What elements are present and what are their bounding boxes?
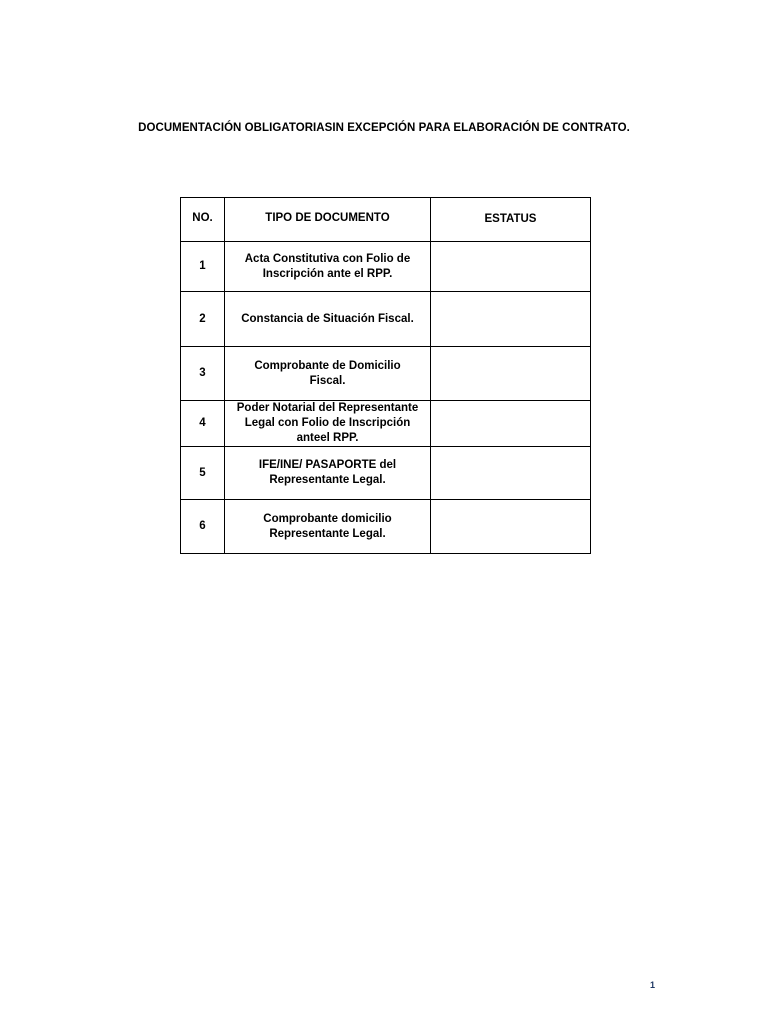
- page-number: 1: [650, 980, 656, 990]
- row-document-type: IFE/INE/ PASAPORTE del Representante Legal.: [225, 447, 431, 500]
- row-number: 5: [181, 447, 225, 500]
- row-number: 2: [181, 292, 225, 347]
- row-number: 4: [181, 401, 225, 447]
- row-status: [431, 292, 591, 347]
- row-status: [431, 500, 591, 554]
- table-row: [181, 292, 591, 347]
- table-row: [181, 500, 591, 554]
- row-number: 3: [181, 347, 225, 401]
- table-row: [181, 242, 591, 292]
- row-status: [431, 401, 591, 447]
- row-status: [431, 447, 591, 500]
- header-estatus: ESTATUS: [431, 198, 591, 242]
- row-document-type: Poder Notarial del Representante Legal con Folio de Inscripción anteel RPP.: [225, 401, 431, 447]
- row-number: 6: [181, 500, 225, 554]
- documents-table: [180, 197, 591, 554]
- row-document-type: Acta Constitutiva con Folio de Inscripción ante el RPP.: [225, 242, 431, 292]
- row-document-type: Comprobante de Domicilio Fiscal.: [225, 347, 431, 401]
- header-no: NO.: [181, 198, 225, 242]
- table-row: [181, 347, 591, 401]
- table-header-row: [181, 198, 591, 242]
- row-document-type: Constancia de Situación Fiscal.: [225, 292, 431, 347]
- row-status: [431, 242, 591, 292]
- table-row: [181, 447, 591, 500]
- header-tipo-documento: TIPO DE DOCUMENTO: [225, 198, 431, 242]
- row-document-type: Comprobante domicilio Representante Legal.: [225, 500, 431, 554]
- row-number: 1: [181, 242, 225, 292]
- row-status: [431, 347, 591, 401]
- table-row: [181, 401, 591, 447]
- document-title: DOCUMENTACIÓN OBLIGATORIASIN EXCEPCIÓN PARA ELABORACIÓN DE CONTRATO.: [138, 122, 630, 134]
